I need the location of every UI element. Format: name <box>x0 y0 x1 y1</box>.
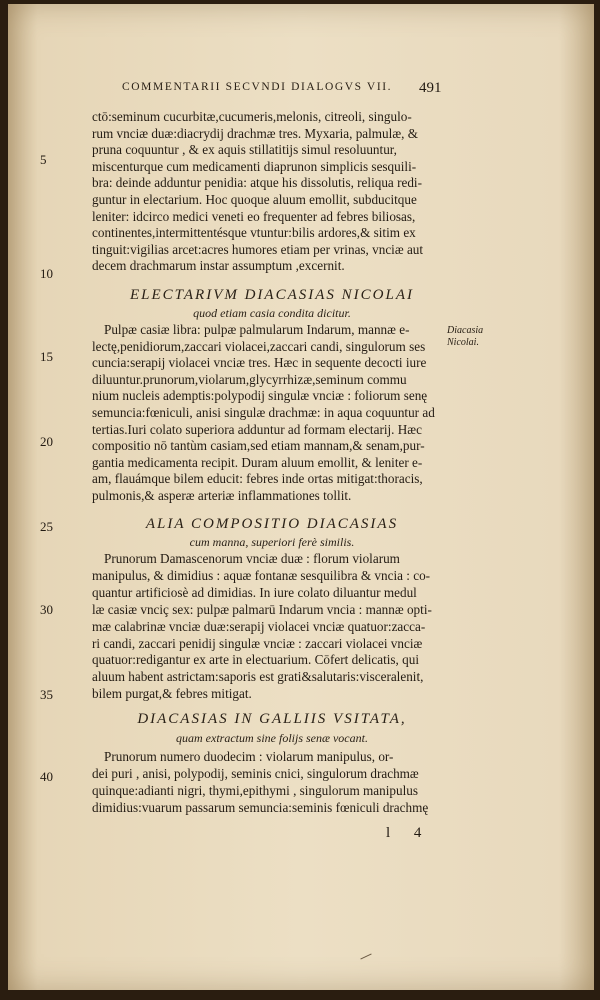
text-line: cuncia:serapij violacei vnciæ tres. Hæc in sequente decocti iure <box>92 355 427 371</box>
text-line: compositio nō tantùm casiam,sed etiam mannam,& senam,pur- <box>92 438 425 454</box>
line-number: 10 <box>40 266 53 281</box>
text-line: gantia medicamenta recipit. Duram aluum emollit, & leniter e- <box>92 454 423 470</box>
text-line: miscenturque cum medicamenti diaprunon simplicis sesquili- <box>92 158 417 174</box>
page-number: 491 <box>419 80 442 96</box>
text-line: ri candi, zaccari penidij singulæ vnciæ : zaccari violacei vnciæ <box>92 635 423 651</box>
text-line: dimidius:vuarum passarum semuncia:seminis fœniculi drachmę <box>92 800 429 815</box>
ink-mark <box>360 954 371 960</box>
text-line: tertias.Iuri colato superiora adduntur ad formam electarij. Hæc <box>92 421 422 437</box>
line-number: 40 <box>40 769 53 784</box>
text-line: bra: deinde adduntur penidia: atque his dissolutis, reliqua redi- <box>92 175 422 191</box>
text-line: guntur in electarium. Hoc quoque aluum emollit, subducitque <box>92 192 417 207</box>
text-line: Prunorum numero duodecim : violarum manipulus, or- <box>104 749 394 764</box>
text-line: semuncia:fœniculi, anisi singulæ drachmæ: in aqua coquuntur ad <box>92 405 435 420</box>
text-line: nium nucleis ademptis:polypodij singulæ vnciæ : foliorum senę <box>92 388 428 404</box>
text-line: lectę,penidiorum,zaccari violacei,zaccari candi, singulorum ses <box>92 338 426 354</box>
section-heading: ALIA COMPOSITIO DIACASIAS <box>145 516 399 532</box>
text-line: ctō:seminum cucurbitæ,cucumeris,melonis, citreoli, singulo- <box>92 109 412 124</box>
text-line: tinguit:vigilias arcet:acres humores etiam per vrinas, vnciæ aut <box>92 241 424 257</box>
section-subheading: quam extractum sine folijs senæ vocant. <box>176 731 368 745</box>
running-head: COMMENTARII SECVNDI DIALOGVS VII. <box>122 81 393 93</box>
margin-note: Diacasia Nicolai. <box>447 325 484 348</box>
text-line: am, flauámque bilem educit: febres inde ortas mitigat:thoracis, <box>92 471 423 487</box>
text-line: manipulus, & dimidius : aquæ fontanæ sesquilibra & vncia : co- <box>92 567 431 583</box>
text-line: decem drachmarum instar assumptum ,excernit. <box>92 258 345 274</box>
text-line: pruna coquuntur , & ex aquis stillatitijs simul resoluuntur, <box>92 142 397 158</box>
line-number: 20 <box>40 434 53 449</box>
line-number: 15 <box>40 349 53 364</box>
text-line: læ casiæ vnciç sex: pulpæ palmarū Indarum vncia : mannæ opti- <box>92 601 432 617</box>
text-line: diluuntur.prunorum,violarum,glycyrrhizæ,seminum commu <box>92 371 407 387</box>
text-line: quinque:adianti nigri, thymi,epithymi , singulorum manipulus <box>92 783 418 798</box>
text-line: bilem purgat,& febres mitigat. <box>92 686 252 702</box>
line-number: 30 <box>40 602 53 617</box>
text-line: quatuor:redigantur ex arte in electuarium. Cōfert delicatis, qui <box>92 652 420 668</box>
text-line: continentes,intermittentésque vtuntur:bilis ardores,& sitim ex <box>92 225 416 241</box>
text-line: mæ calabrinæ vnciæ duæ:serapij violacei vnciæ quatuor:zacca- <box>92 618 426 634</box>
section-heading: ELECTARIVM DIACASIAS NICOLAI <box>129 287 415 303</box>
text-line: leniter: idcirco medici veneti eo frequenter ad febres biliosas, <box>92 208 416 224</box>
section-subheading: cum manna, superiori ferè similis. <box>189 535 355 549</box>
text-line: dei puri , anisi, polypodij, seminis cnici, singulorum drachmæ <box>92 766 419 781</box>
line-number: 5 <box>40 152 47 167</box>
text-line: Pulpæ casiæ libra: pulpæ palmularum Indarum, mannæ e- <box>104 322 410 337</box>
section-heading: DIACASIAS IN GALLIIS VSITATA, <box>137 711 407 727</box>
text-line: aluum habent astrictam:saporis est grati&salutaris:visceralenit, <box>92 669 424 685</box>
signature-mark: l 4 <box>386 825 432 841</box>
text-line: Prunorum Damascenorum vnciæ duæ : florum violarum <box>104 551 400 566</box>
line-number: 25 <box>40 519 53 534</box>
text-line: rum vnciæ duæ:diacrydij drachmæ tres. Myxaria, palmulæ, & <box>92 125 418 141</box>
text-line: pulmonis,& asperæ arteriæ inflammationes tollit. <box>92 488 352 503</box>
section-subheading: quod etiam casia condita dicitur. <box>193 306 351 320</box>
text-line: quantur artificiosè ad dimidias. In iure colato diluantur medul <box>92 584 417 600</box>
book-page <box>8 4 594 990</box>
line-number: 35 <box>40 687 53 702</box>
